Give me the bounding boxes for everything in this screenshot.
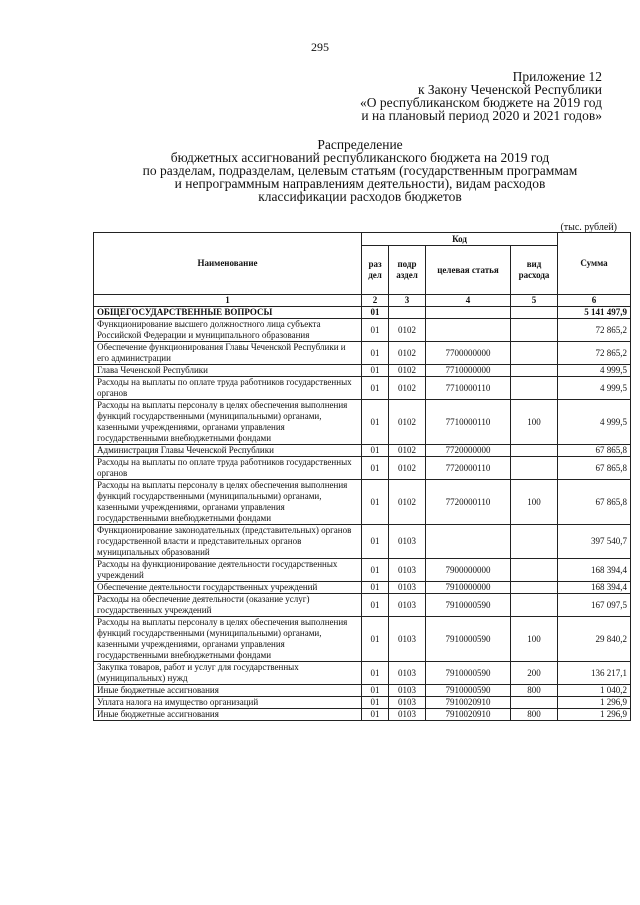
table-row [94, 709, 631, 721]
row-target-cell [426, 307, 511, 319]
row-razdel-cell: 01 [362, 445, 389, 457]
row-vid-cell [511, 582, 558, 594]
row-razdel-cell: 01 [362, 709, 389, 721]
row-target-cell: 7720000110 [426, 457, 511, 480]
row-name-cell: Расходы на выплаты по оплате труда работников государственных органов [94, 457, 362, 480]
row-name-cell: Глава Чеченской Республики [94, 365, 362, 377]
row-name-cell: Расходы на выплаты персоналу в целях обеспечения выполнения функций государственными (муниципальными) органами, казенными учреждениями, органами управления государственными внебюджетными фондами [94, 400, 362, 445]
row-name-cell: Администрация Главы Чеченской Республики [94, 445, 362, 457]
row-podrazdel-cell: 0103 [389, 709, 426, 721]
table-row [94, 319, 631, 342]
row-vid-cell [511, 559, 558, 582]
row-target-cell: 7710000110 [426, 400, 511, 445]
title-line: классификации расходов бюджетов [258, 189, 462, 204]
table-row [94, 365, 631, 377]
row-vid-cell [511, 377, 558, 400]
row-podrazdel-cell: 0102 [389, 400, 426, 445]
row-vid-cell: 100 [511, 617, 558, 662]
row-sum-cell: 397 540,7 [558, 525, 631, 559]
table-row [94, 480, 631, 525]
column-number: 2 [362, 295, 389, 307]
row-name-cell: Расходы на функционирование деятельности государственных учреждений [94, 559, 362, 582]
row-vid-cell: 800 [511, 685, 558, 697]
title-line: и непрограммным направлениям деятельности), видам расходов [174, 176, 546, 191]
row-razdel-cell: 01 [362, 319, 389, 342]
row-target-cell: 7710000110 [426, 377, 511, 400]
column-numbers-row [94, 295, 631, 307]
table-body [94, 307, 631, 721]
row-name-cell: ОБЩЕГОСУДАРСТВЕННЫЕ ВОПРОСЫ [94, 307, 362, 319]
row-vid-cell [511, 445, 558, 457]
header-name: Наименование [94, 233, 362, 295]
title-line: Распределение [317, 137, 403, 152]
row-podrazdel-cell [389, 307, 426, 319]
row-razdel-cell: 01 [362, 525, 389, 559]
row-sum-cell: 67 865,8 [558, 457, 631, 480]
row-sum-cell: 4 999,5 [558, 400, 631, 445]
table-row [94, 307, 631, 319]
header-vid: вид расхода [511, 246, 558, 295]
header-sum: Сумма [558, 233, 631, 295]
table-row [94, 662, 631, 685]
row-vid-cell [511, 697, 558, 709]
row-target-cell: 7720000000 [426, 445, 511, 457]
row-razdel-cell: 01 [362, 457, 389, 480]
row-sum-cell: 136 217,1 [558, 662, 631, 685]
table-row [94, 559, 631, 582]
row-vid-cell [511, 319, 558, 342]
column-number: 3 [389, 295, 426, 307]
column-number: 5 [511, 295, 558, 307]
row-sum-cell: 4 999,5 [558, 377, 631, 400]
row-name-cell: Расходы на выплаты по оплате труда работников государственных органов [94, 377, 362, 400]
appendix-line: к Закону Чеченской Республики [417, 82, 602, 97]
row-vid-cell: 100 [511, 400, 558, 445]
row-razdel-cell: 01 [362, 559, 389, 582]
row-name-cell: Расходы на выплаты персоналу в целях обеспечения выполнения функций государственными (муниципальными) органами, казенными учреждениями, органами управления государственными внебюджетными фондами [94, 480, 362, 525]
row-razdel-cell: 01 [362, 377, 389, 400]
units-label: (тыс. рублей) [560, 222, 617, 233]
row-sum-cell: 4 999,5 [558, 365, 631, 377]
table-row [94, 594, 631, 617]
row-razdel-cell: 01 [362, 662, 389, 685]
document-title [0, 138, 640, 203]
row-target-cell: 7910020910 [426, 697, 511, 709]
table-row [94, 377, 631, 400]
row-razdel-cell: 01 [362, 342, 389, 365]
row-name-cell: Иные бюджетные ассигнования [94, 709, 362, 721]
row-sum-cell: 72 865,2 [558, 342, 631, 365]
title-line: бюджетных ассигнований республиканского бюджета на 2019 год [170, 150, 550, 165]
row-sum-cell: 29 840,2 [558, 617, 631, 662]
row-sum-cell: 67 865,8 [558, 445, 631, 457]
table-row [94, 457, 631, 480]
appendix-header [360, 70, 602, 122]
row-razdel-cell: 01 [362, 480, 389, 525]
row-vid-cell: 200 [511, 662, 558, 685]
row-podrazdel-cell: 0103 [389, 525, 426, 559]
table-row [94, 525, 631, 559]
row-podrazdel-cell: 0103 [389, 697, 426, 709]
table-row [94, 582, 631, 594]
row-podrazdel-cell: 0102 [389, 445, 426, 457]
row-target-cell [426, 319, 511, 342]
row-razdel-cell: 01 [362, 697, 389, 709]
row-razdel-cell: 01 [362, 400, 389, 445]
appendix-line: «О республиканском бюджете на 2019 год [359, 95, 602, 110]
row-podrazdel-cell: 0103 [389, 582, 426, 594]
row-target-cell [426, 525, 511, 559]
row-vid-cell [511, 365, 558, 377]
row-podrazdel-cell: 0102 [389, 377, 426, 400]
row-target-cell: 7910000590 [426, 685, 511, 697]
row-razdel-cell: 01 [362, 365, 389, 377]
column-number: 6 [558, 295, 631, 307]
row-podrazdel-cell: 0102 [389, 365, 426, 377]
row-vid-cell [511, 307, 558, 319]
table-row [94, 697, 631, 709]
appendix-line: Приложение 12 [512, 69, 602, 84]
row-podrazdel-cell: 0103 [389, 559, 426, 582]
row-razdel-cell: 01 [362, 594, 389, 617]
header-code: Код [362, 233, 558, 246]
row-target-cell: 7910000590 [426, 662, 511, 685]
row-target-cell: 7910020910 [426, 709, 511, 721]
row-target-cell: 7910000590 [426, 617, 511, 662]
row-name-cell: Расходы на выплаты персоналу в целях обеспечения выполнения функций государственными (муниципальными) органами, казенными учреждениями, органами управления государственными внебюджетными фондами [94, 617, 362, 662]
row-target-cell: 7900000000 [426, 559, 511, 582]
table-row [94, 685, 631, 697]
row-sum-cell: 167 097,5 [558, 594, 631, 617]
appendix-line: и на плановый период 2020 и 2021 годов» [361, 108, 602, 123]
header-target: целевая статья [426, 246, 511, 295]
row-name-cell: Иные бюджетные ассигнования [94, 685, 362, 697]
row-vid-cell: 800 [511, 709, 558, 721]
row-vid-cell [511, 594, 558, 617]
row-name-cell: Закупка товаров, работ и услуг для государственных (муниципальных) нужд [94, 662, 362, 685]
table-row [94, 400, 631, 445]
row-sum-cell: 1 296,9 [558, 697, 631, 709]
row-podrazdel-cell: 0103 [389, 685, 426, 697]
row-sum-cell: 1 040,2 [558, 685, 631, 697]
row-vid-cell [511, 457, 558, 480]
row-target-cell: 7700000000 [426, 342, 511, 365]
row-sum-cell: 168 394,4 [558, 559, 631, 582]
row-name-cell: Обеспечение деятельности государственных учреждений [94, 582, 362, 594]
page-number: 295 [311, 40, 329, 54]
table-row [94, 445, 631, 457]
row-podrazdel-cell: 0103 [389, 662, 426, 685]
row-podrazdel-cell: 0102 [389, 319, 426, 342]
row-sum-cell: 168 394,4 [558, 582, 631, 594]
row-sum-cell: 72 865,2 [558, 319, 631, 342]
row-name-cell: Обеспечение функционирования Главы Чеченской Республики и его администрации [94, 342, 362, 365]
row-name-cell: Уплата налога на имущество организаций [94, 697, 362, 709]
row-vid-cell: 100 [511, 480, 558, 525]
row-podrazdel-cell: 0103 [389, 617, 426, 662]
row-name-cell: Функционирование высшего должностного лица субъекта Российской Федерации и муниципального образования [94, 319, 362, 342]
row-vid-cell [511, 342, 558, 365]
row-target-cell: 7910000000 [426, 582, 511, 594]
column-number: 1 [94, 295, 362, 307]
row-razdel-cell: 01 [362, 617, 389, 662]
title-line: по разделам, подразделам, целевым статьям (государственным программам [142, 163, 578, 178]
header-podrazdel: подр аздел [389, 246, 426, 295]
row-razdel-cell: 01 [362, 685, 389, 697]
row-sum-cell: 67 865,8 [558, 480, 631, 525]
column-number: 4 [426, 295, 511, 307]
header-razdel: раз дел [362, 246, 389, 295]
row-vid-cell [511, 525, 558, 559]
table-row [94, 617, 631, 662]
row-sum-cell: 1 296,9 [558, 709, 631, 721]
row-target-cell: 7910000590 [426, 594, 511, 617]
row-name-cell: Расходы на обеспечение деятельности (оказание услуг) государственных учреждений [94, 594, 362, 617]
row-name-cell: Функционирование законодательных (представительных) органов государственной власти и представительных органов муниципальных образований [94, 525, 362, 559]
row-podrazdel-cell: 0102 [389, 342, 426, 365]
row-razdel-cell: 01 [362, 307, 389, 319]
table-row [94, 342, 631, 365]
row-podrazdel-cell: 0102 [389, 457, 426, 480]
row-podrazdel-cell: 0103 [389, 594, 426, 617]
row-target-cell: 7710000000 [426, 365, 511, 377]
row-sum-cell: 5 141 497,9 [558, 307, 631, 319]
row-razdel-cell: 01 [362, 582, 389, 594]
budget-table [93, 232, 631, 721]
row-podrazdel-cell: 0102 [389, 480, 426, 525]
row-target-cell: 7720000110 [426, 480, 511, 525]
